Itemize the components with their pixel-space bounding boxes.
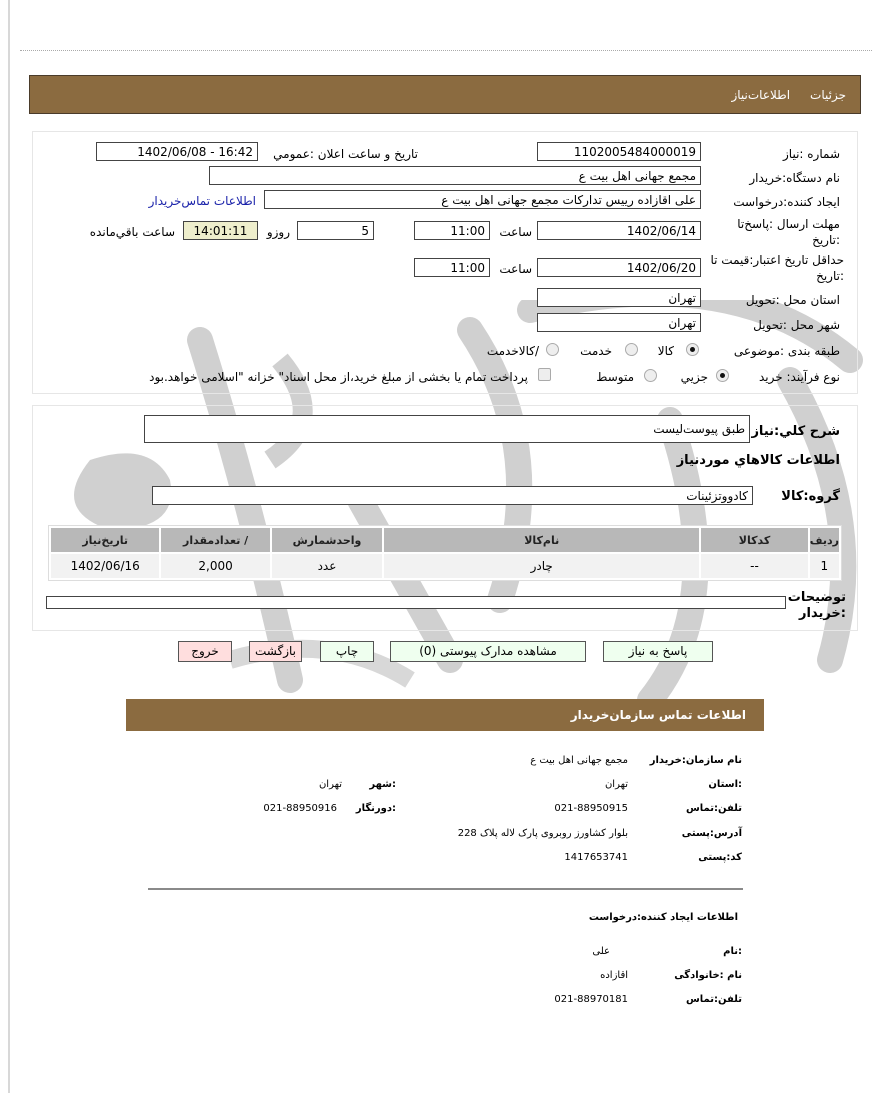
province-contact-label: :استان [708,779,742,790]
address-value: بلوار کشاورز روبروی پارک لاله پلاک 228 [457,828,628,839]
category-radio-service[interactable] [625,343,638,356]
category-radio-goods-service[interactable] [546,343,559,356]
process-option-medium: متوسط [596,370,634,384]
col-need-date: تاریخ‌نیاز [51,528,159,552]
process-option-minor: جزیي [680,370,708,384]
buyer-org-field[interactable]: مجمع جهانی اهل بیت ع [209,166,701,185]
phone-label: تلفن:تماس [685,803,742,814]
creator-contact-title: اطلاعات ایجاد کننده:درخواست [588,912,738,923]
col-quantity: / تعدادمقدار [161,528,269,552]
city-field[interactable]: تهران [537,313,701,332]
creator-field[interactable]: علی اقازاده رییس تدارکات مجمع جهانی اهل بیت ع [264,190,701,209]
price-time-label: ساعت [499,262,532,276]
announce-field[interactable]: 1402/06/08 - 16:42 [96,142,258,161]
goods-info-title: اطلاعات کالاهاي موردنیاز [676,453,840,468]
reply-deadline-date-field[interactable]: 1402/06/14 [537,221,701,240]
col-goods-name: نام‌کالا [384,528,699,552]
buyer-contact-header [126,699,764,731]
creator-phone-value: 021-88970181 [554,994,628,1005]
general-desc-label: شرح کلي:نیاز [751,424,840,439]
category-option-service: خدمت [580,344,612,358]
price-validity-date-field[interactable]: 1402/06/20 [537,258,701,277]
need-number-field[interactable]: 1102005484000019 [537,142,701,161]
process-radio-minor[interactable] [716,369,729,382]
section-divider [148,888,743,890]
treasury-checkbox[interactable] [538,368,551,381]
col-goods-code: کدکالا [701,528,807,552]
category-option-goods: کالا [657,344,674,358]
creator-family-value: اقازاده [600,970,628,981]
reply-time-label: ساعت [499,225,532,239]
goods-table [48,525,842,581]
buyer-contact-link[interactable]: اطلاعات تماس‌خریدار [148,194,256,208]
cell-need-date: 1402/06/16 [51,554,159,578]
postal-code-label: کد:پستی [698,852,742,863]
goods-group-label: گروه:کالا [781,489,840,504]
buyer-contact-title: اطلاعات تماس سازمان‌خریدار [570,708,746,722]
creator-phone-label: تلفن:تماس [685,994,742,1005]
process-label: نوع فرآیند: خرید [759,370,840,384]
reply-deadline-time-field[interactable]: 11:00 [414,221,490,240]
table-header-row [51,528,839,552]
creator-family-label: نام :خانوادگی [674,970,742,981]
days-label: روزو [266,225,290,239]
cell-row-number: 1 [810,554,839,578]
cell-goods-code: -- [701,554,807,578]
cell-goods-name: چادر [384,554,699,578]
left-border [8,0,10,1093]
org-label: نام سازمان:خریدار [649,755,742,766]
creator-name-label: :نام [723,946,742,957]
print-button[interactable]: چاپ [320,641,374,662]
top-divider [20,50,872,51]
creator-label: ایجاد کننده:درخواست [733,195,840,209]
announce-label: تاریخ و ساعت اعلان :عمومي [273,147,418,161]
province-label: استان محل :تحویل [745,293,840,307]
need-number-label: شماره :نیاز [783,147,840,161]
header-tabs [731,88,846,102]
goods-group-field[interactable]: کادووتزئینات [152,486,753,505]
table-row [51,554,839,578]
fax-label: :دورنگار [355,803,396,814]
buyer-notes-field[interactable] [46,596,786,609]
remaining-time-field: 14:01:11 [183,221,258,240]
creator-name-value: علی [592,946,610,957]
treasury-checkbox-label: پرداخت تمام یا بخشی از مبلغ خرید،از محل اسناد" خزانه "اسلامی خواهد.بود [149,370,528,384]
price-validity-time-field[interactable]: 11:00 [414,258,490,277]
price-validity-label: حداقل تاریخ اعتبار:قیمت تا :تاریخ [710,253,844,283]
buyer-notes-label: توضیحات :خریدار [787,590,846,621]
city-contact-value: تهران [318,779,342,790]
cell-quantity: 2,000 [161,554,269,578]
general-desc-field[interactable]: طبق پیوست‌لیست [144,415,750,443]
buyer-org-label: نام دستگاه:خریدار [749,171,840,185]
category-option-goods-service: /کالاخدمت [486,344,539,358]
process-radio-medium[interactable] [644,369,657,382]
org-value: مجمع جهانی اهل بیت ع [530,755,628,766]
province-contact-value: تهران [604,779,628,790]
reply-button[interactable]: پاسخ به نیاز [603,641,713,662]
header-bar [29,75,861,114]
phone-value: 021-88950915 [554,803,628,814]
view-attachments-button[interactable]: مشاهده مدارک پیوستی (0) [390,641,586,662]
days-field[interactable]: 5 [297,221,374,240]
cell-unit: عدد [272,554,382,578]
exit-button[interactable]: خروج [178,641,232,662]
col-unit: واحدشمارش [272,528,382,552]
city-contact-label: :شهر [369,779,396,790]
reply-deadline-label: مهلت ارسال :پاسخ‌تا :تاریخ [737,217,840,247]
city-label: شهر محل :تحویل [753,318,840,332]
back-button[interactable]: بازگشت [249,641,302,662]
tab-need-info[interactable]: اطلاعات‌نیاز [731,88,791,102]
remaining-label: ساعت باقي‌مانده [89,225,175,239]
col-row-number: ردیف [810,528,839,552]
address-label: آدرس:پستی [681,828,742,839]
province-field[interactable]: تهران [537,288,701,307]
fax-value: 021-88950916 [263,803,337,814]
category-label: طبقه بندی :موضوعی [733,344,840,358]
postal-code-value: 1417653741 [564,852,628,863]
tab-details[interactable]: جزئیات [810,88,846,102]
category-radio-goods[interactable] [686,343,699,356]
